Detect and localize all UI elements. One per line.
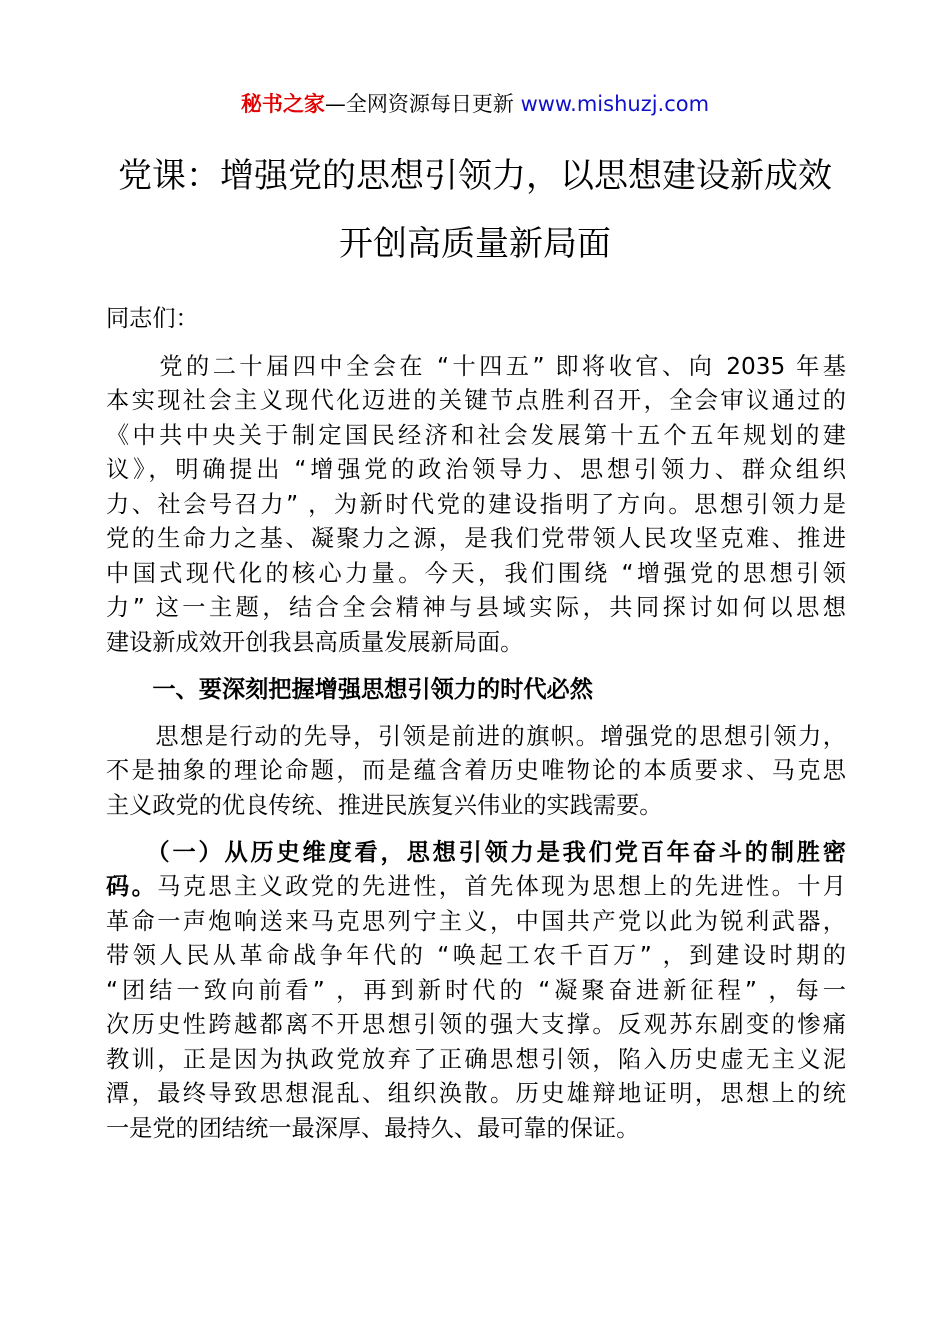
paragraph-line: 教训，正是因为执政党放弃了正确思想引领，陷入历史虚无主义泥 xyxy=(106,1046,846,1073)
salutation: 同志们： xyxy=(106,305,199,332)
paragraph-line: 不是抽象的理论命题，而是蕴含着历史唯物论的本质要求、马克思 xyxy=(106,757,846,784)
paragraph-line: 本实现社会主义现代化迈进的关键节点胜利召开，全会审议通过的 xyxy=(106,387,846,414)
paragraph-line: 主义政党的优良传统、推进民族复兴伟业的实践需要。 xyxy=(106,792,663,819)
paragraph-text: 马克思主义政党的先进性，首先体现为思想上的先进性。十月 xyxy=(157,873,846,900)
paragraph-line: 《中共中央关于制定国民经济和社会发展第十五个五年规划的建 xyxy=(106,422,846,449)
paragraph-line xyxy=(106,872,846,902)
site-header xyxy=(0,88,950,120)
paragraph-line: 次历史性跨越都离不开思想引领的强大支撑。反观苏东剧变的惨痛 xyxy=(106,1011,846,1038)
paragraph-line: 革命一声炮响送来马克思列宁主义，中国共产党以此为锐利武器， xyxy=(106,908,846,935)
paragraph-line: “团结一致向前看” ，再到新时代的 “凝聚奋进新征程” ，每一 xyxy=(106,977,846,1004)
paragraph-line: 中国式现代化的核心力量。今天，我们围绕 “增强党的思想引领 xyxy=(106,560,846,587)
paragraph-line: 党的生命力之基、凝聚力之源，是我们党带领人民攻坚克难、推进 xyxy=(106,525,846,552)
document-title-line-2: 开创高质量新局面 xyxy=(339,224,611,264)
paragraph-line: 思想是行动的先导，引领是前进的旗帜。增强党的思想引领力， xyxy=(106,723,846,750)
paragraph-line: 带领人民从革命战争年代的 “唤起工农千百万” ，到建设时期的 xyxy=(106,942,846,969)
paragraph-line: 力” 这一主题，结合全会精神与县域实际，共同探讨如何以思想 xyxy=(106,594,846,621)
paragraph-line: 力、社会号召力” ，为新时代党的建设指明了方向。思想引领力是 xyxy=(106,491,846,518)
paragraph-line: 议》，明确提出 “增强党的政治领导力、思想引领力、群众组织 xyxy=(106,456,846,483)
brand-name: 秘书之家 xyxy=(240,92,325,116)
header-tagline: —全网资源每日更新 xyxy=(324,92,514,116)
subsection-heading: （一）从历史维度看，思想引领力是我们党百年奋斗的制胜密 xyxy=(106,839,846,866)
section-heading-1: 一、要深刻把握增强思想引领力的时代必然 xyxy=(106,676,593,703)
paragraph-line: 党的二十届四中全会在 “十四五” 即将收官、向 2035 年基 xyxy=(106,353,846,380)
site-url[interactable]: www.mishuzj.com xyxy=(520,92,710,116)
paragraph-line: 建设新成效开创我县高质量发展新局面。 xyxy=(106,629,524,656)
document-title-line-1: 党课：增强党的思想引领力，以思想建设新成效 xyxy=(118,156,832,196)
paragraph-line: 潭，最终导致思想混乱、组织涣散。历史雄辩地证明，思想上的统 xyxy=(106,1080,846,1107)
paragraph-line: 一是党的团结统一最深厚、最持久、最可靠的保证。 xyxy=(106,1115,640,1142)
subsection-heading-end: 码。 xyxy=(106,873,158,900)
